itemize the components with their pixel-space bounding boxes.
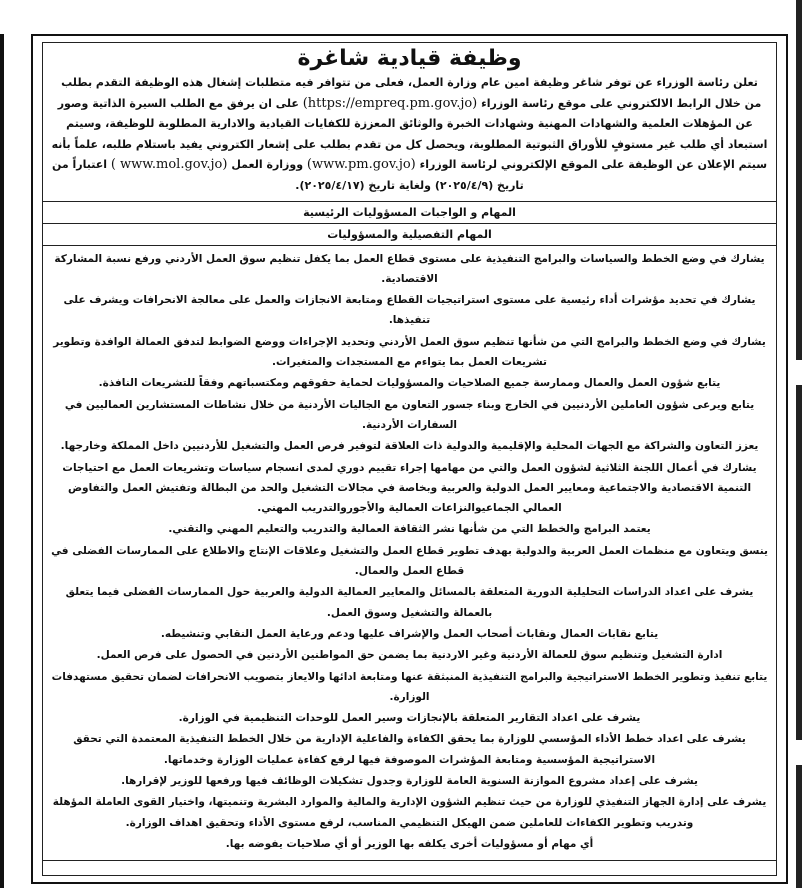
task-item: ينسق ويتعاون مع منظمات العمل العربية والدولية بهدف تطوير قطاع العمل والتشغيل وعلاقات الإنتاج والاطلاع على الممارسات الفضلى في قطاع العمل والعمال. [51, 544, 768, 578]
mol-website-link[interactable]: ( www.mol.gov.jo) [110, 157, 228, 173]
task-item: يشرف على اعداد خطط الأداء المؤسسي للوزارة بما يحقق الكفاءة والفاعلية الإدارية من خلال الخطط التنفيذية المعتمدة التي تحقق الاستراتيجية المؤسسية ومتابعة المؤشرات الموصوفة فيها لرفع كفاءة عمليات الوزارة وخدماتها. [73, 733, 746, 766]
task-item: ادارة التشغيل وتنظيم سوق للعمالة الأردنية وغير الاردنية بما يضمن حق المواطنين الأردنين في الحصول على فرص العمل. [96, 649, 723, 662]
task-item: يشرف على إعداد مشروع الموازنة السنوية العامة للوزارة وجدول تشكيلات الوظائف فيها ورفعها للوزير لإقرارها. [121, 774, 698, 787]
advertisement-frame [31, 34, 788, 884]
task-item: يشرف على اعداد التقارير المتعلقة بالإنجازات وسير العمل للوحدات التنظيمية في الوزارة. [178, 712, 641, 725]
task-item: يشارك في وضع الخطط والسياسات والبرامج التنفيذية على مستوى قطاع العمل بما يكفل تنظيم سوق العمل الأردني ورفع نسبة المشاركة الاقتصادية. [54, 252, 765, 285]
task-item: يتابع شؤون العمل والعمال وممارسة جميع الصلاحيات والمسؤوليات لحماية حقوقهم ومكتسباتهم وفقاً للتشريعات النافذة. [98, 377, 721, 390]
task-item: يعزز التعاون والشراكة مع الجهات المحلية والإقليمية والدولية ذات العلاقة لتوفير فرص العمل والتشغيل للأردنيين داخل المملكة وخارجها. [60, 440, 759, 453]
empreq-link[interactable]: (https://empreq.pm.gov.jo) [302, 95, 478, 111]
task-item: يتابع ويرعى شؤون العاملين الأردنيين في الخارج وبناء جسور التعاون مع الجاليات الأردنية من خلال نشاطات المستشارين العماليين في السفارات الأردنية. [64, 398, 755, 431]
intro-text-c: ووزارة العمل [231, 158, 304, 172]
main-duties-header: المهام و الواجبات المسؤوليات الرئيسية [43, 202, 776, 224]
footer-divider [43, 860, 776, 861]
task-item: يشرف على اعداد الدراسات التحليلية الدورية المتعلقة بالمسائل والمعايير العمالية الدولية والعربية حول الممارسات الفضلى فيما يتعلق بالعمالة والتشغيل وسوق العمل. [65, 586, 754, 619]
page-title: وظيفة قيادية شاغرة [297, 46, 522, 71]
task-list [43, 246, 776, 855]
advertisement-body [42, 42, 777, 876]
intro-paragraph [51, 73, 768, 197]
intro-text-b: على ان يرفق مع الطلب السيرة الذاتية وصور عن المؤهلات العلمية والشهادات المهنية وشهادات الخبرة والوثائق المعززة للكفايات القيادية والادارية المطلوبة للوظيفة، وسيتم استبعاد أي طلب غير مستوفٍ للأوراق الثبوتية المطلوبة، ويحصل كل من تقدم بطلب على إشعار الكتروني يفيد باستلام طلبه، علماً بأنه سيتم الإعلان عن الوظيفة على الموقع الإلكتروني لرئاسة الوزراء [51, 96, 768, 172]
detailed-duties-header: المهام التفصيلية والمسؤوليات [43, 224, 776, 246]
task-item: يشارك في تحديد مؤشرات أداء رئيسية على مستوى استراتيجيات القطاع ومتابعة الانجازات والعمل على معالجة الانحرافات ويشرف على تنفيذها. [63, 294, 756, 327]
scan-edge-left [0, 34, 4, 888]
pm-website-link[interactable]: (www.pm.gov.jo) [306, 157, 416, 173]
task-item: يشرف على إدارة الجهاز التنفيذي للوزارة من حيث تنظيم الشؤون الإدارية والمالية والموارد البشرية وتنميتها، واختيار القوى العاملة المؤهلة وتدريب وتطوير الكفاءات للعاملين ضمن الهيكل التنظيمي المناسب، لرفع مستوى الأداء وتحقيق اهداف الوزارة. [52, 796, 767, 829]
intro-section [43, 43, 776, 202]
intro-text-a: تعلن رئاسة الوزراء عن توفر شاغر وظيفة امين عام وزارة العمل، فعلى من تتوافر فيه متطلبات إشغال هذه الوظيفة التقدم بطلب من خلال الرابط الالكتروني على موقع رئاسة الوزراء [61, 76, 762, 110]
task-item: أي مهام أو مسؤوليات أخرى يكلفه بها الوزير أو أي صلاحيات يفوضه بها. [225, 837, 594, 850]
task-item: يشارك في وضع الخطط والبرامج التي من شأنها تنظيم سوق العمل الأردني وتحديد الإجراءات ووضع الضوابط لتدفق العمالة الوافدة وتطوير تشريعات العمل بما يتواءم مع المستجدات والمتغيرات. [53, 335, 766, 369]
scan-edge-right [794, 0, 802, 888]
task-item: يتابع نقابات العمال ونقابات أصحاب العمل والإشراف عليها ودعم ورعاية العمل النقابي وتنشيطه. [160, 627, 659, 640]
task-item: يشارك في أعمال اللجنة الثلاثية لشؤون العمل والتي من مهامها إجراء تقييم دوري لمدى انسجام سياسات وتشريعات العمل مع احتياجات التنمية الاقتصادية والاجتماعية ومعايير العمل الدولية والعربية وبخاصة في مجالات التشغيل والحد من البطالة وتفتيش العمل والتفاوض العمالي الجماعيوالنزاعات العمالية والأجوروالتدريب المهني. [62, 461, 757, 515]
task-item: يتابع تنفيذ وتطوير الخطط الاستراتيجية والبرامج التنفيذية المنبثقة عنها ومتابعة ادائها والايعاز بتصويب الانحرافات لضمان تحقيق مستهدفات الوزارة. [51, 670, 768, 703]
intro-text-d: اعتباراً من تاريخ (٢٠٢٥/٤/٩) ولغاية تاريخ (٢٠٢٥/٤/١٧). [51, 158, 524, 192]
task-item: يعتمد البرامج والخطط التي من شأنها نشر الثقافة العمالية والتدريب والتعليم المهني والتقني. [168, 523, 651, 536]
